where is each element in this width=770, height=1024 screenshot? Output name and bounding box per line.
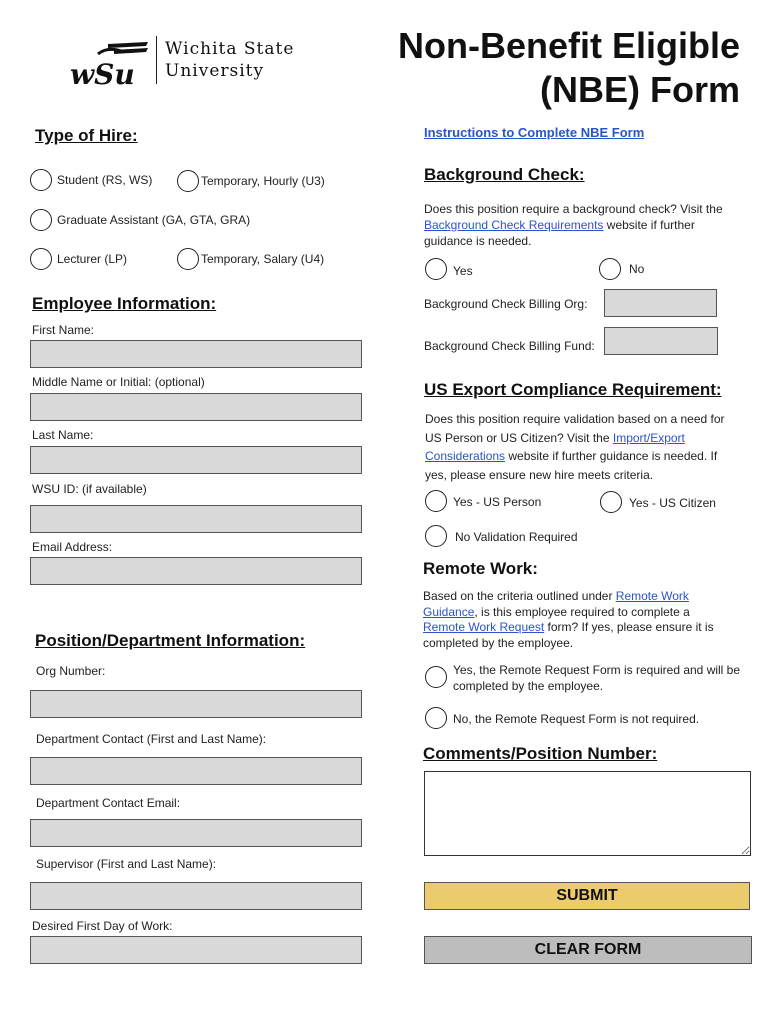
radio-lecturer-label: Lecturer (LP) xyxy=(57,252,128,266)
radio-background-yes-label: Yes xyxy=(453,264,473,278)
wsu-id-label: WSU ID: (if available) xyxy=(32,482,147,496)
radio-grad-assistant[interactable] xyxy=(30,209,52,231)
remote-text-2: , is this employee required to complete a xyxy=(474,604,690,619)
position-info-heading: Position/Department Information: xyxy=(35,631,306,650)
first-day-field[interactable] xyxy=(30,936,362,964)
supervisor-label: Supervisor (First and Last Name): xyxy=(36,857,217,871)
radio-background-yes[interactable] xyxy=(425,258,447,280)
type-of-hire-heading: Type of Hire: xyxy=(35,126,138,145)
last-name-label: Last Name: xyxy=(32,428,94,442)
radio-export-none[interactable] xyxy=(425,525,447,547)
dept-contact-label: Department Contact (First and Last Name): xyxy=(36,732,267,746)
svg-text:wSu: wSu xyxy=(70,58,135,90)
radio-temp-hourly-label: Temporary, Hourly (U3) xyxy=(201,174,325,188)
radio-temp-hourly[interactable] xyxy=(177,170,199,192)
remote-work-text xyxy=(423,589,733,651)
remote-text-1: Based on the criteria outlined under xyxy=(423,589,616,603)
instructions-link[interactable]: Instructions to Complete NBE Form xyxy=(424,125,645,140)
radio-export-person-label: Yes - US Person xyxy=(453,495,542,509)
comments-textarea[interactable] xyxy=(424,771,751,856)
radio-export-citizen-label: Yes - US Citizen xyxy=(629,496,716,510)
export-text xyxy=(425,410,725,484)
email-field[interactable] xyxy=(30,557,362,585)
export-heading: US Export Compliance Requirement: xyxy=(424,380,722,399)
clear-form-button[interactable]: CLEAR FORM xyxy=(424,936,752,964)
last-name-field[interactable] xyxy=(30,446,362,474)
radio-export-person[interactable] xyxy=(425,490,447,512)
radio-lecturer[interactable] xyxy=(30,248,52,270)
org-number-label: Org Number: xyxy=(36,664,106,678)
remote-guidance-link[interactable]: Remote Work Guidance xyxy=(423,589,689,619)
radio-student[interactable] xyxy=(30,169,52,191)
employee-info-heading: Employee Information: xyxy=(32,294,217,313)
title-line-2: (NBE) Form xyxy=(540,69,740,110)
email-label: Email Address: xyxy=(32,540,113,554)
background-check-link[interactable]: Background Check Requirements xyxy=(424,218,604,232)
radio-remote-yes-label: Yes, the Remote Request Form is required and will be completed by the employee. xyxy=(453,663,741,693)
title-line-1: Non-Benefit Eligible xyxy=(398,25,740,66)
comments-heading: Comments/Position Number: xyxy=(423,744,658,763)
radio-student-label: Student (RS, WS) xyxy=(57,173,153,187)
radio-export-none-label: No Validation Required xyxy=(455,530,578,544)
logo-text-bottom: University xyxy=(165,61,265,81)
logo-divider xyxy=(156,36,157,84)
radio-remote-no[interactable] xyxy=(425,707,447,729)
billing-fund-label: Background Check Billing Fund: xyxy=(424,339,595,353)
dept-email-label: Department Contact Email: xyxy=(36,796,181,810)
middle-name-label: Middle Name or Initial: (optional) xyxy=(32,375,205,389)
radio-temp-salary[interactable] xyxy=(177,248,199,270)
middle-name-field[interactable] xyxy=(30,393,362,421)
page-title xyxy=(398,24,740,112)
first-name-label: First Name: xyxy=(32,323,95,337)
logo-text-top: Wichita State xyxy=(165,39,295,59)
background-check-heading: Background Check: xyxy=(424,165,585,184)
radio-background-no-label: No xyxy=(629,262,645,276)
dept-contact-field[interactable] xyxy=(30,757,362,785)
export-link[interactable]: Import/Export Considerations xyxy=(425,430,685,463)
supervisor-field[interactable] xyxy=(30,882,362,910)
background-check-text-1: Does this position require a background check? Visit the xyxy=(424,202,723,216)
remote-request-link[interactable]: Remote Work Request xyxy=(423,620,545,634)
remote-text-3: form? If yes, please ensure it is completed by the employee. xyxy=(423,620,714,650)
export-text-1: Does this position require validation based on a need for US Person or US Citizen? Visit the xyxy=(425,412,725,445)
billing-org-field[interactable] xyxy=(604,289,717,317)
first-day-label: Desired First Day of Work: xyxy=(32,919,173,933)
radio-background-no[interactable] xyxy=(599,258,621,280)
radio-temp-salary-label: Temporary, Salary (U4) xyxy=(201,252,325,266)
first-name-field[interactable] xyxy=(30,340,362,368)
dept-email-field[interactable] xyxy=(30,819,362,847)
submit-button[interactable]: SUBMIT xyxy=(424,882,750,910)
wsu-id-field[interactable] xyxy=(30,505,362,533)
radio-export-citizen[interactable] xyxy=(600,491,622,513)
background-check-text-2: website if further guidance is needed. xyxy=(424,218,695,248)
billing-org-label: Background Check Billing Org: xyxy=(424,297,588,311)
wsu-logo xyxy=(68,38,154,90)
remote-work-heading: Remote Work: xyxy=(423,559,538,578)
export-text-2: website if further guidance is needed. If yes, please ensure new hire meets criteria. xyxy=(425,449,718,482)
radio-remote-no-label: No, the Remote Request Form is not required. xyxy=(453,712,700,726)
billing-fund-field[interactable] xyxy=(604,327,718,355)
university-name xyxy=(165,38,294,82)
org-number-field[interactable] xyxy=(30,690,362,718)
radio-grad-assistant-label: Graduate Assistant (GA, GTA, GRA) xyxy=(57,213,251,227)
background-check-text xyxy=(424,201,742,249)
radio-remote-yes[interactable] xyxy=(425,666,447,688)
